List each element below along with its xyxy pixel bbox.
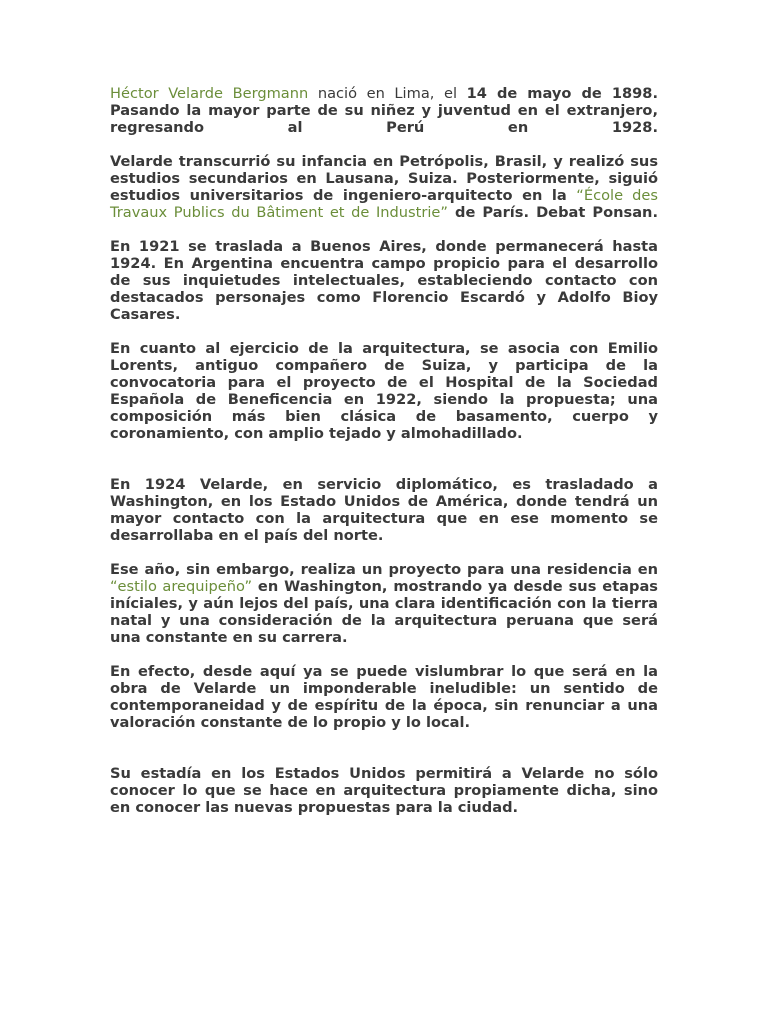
document-body	[110, 85, 658, 816]
school-name-link: “École des Travaux Publics du Bâtiment et de Industrie”	[110, 187, 658, 221]
studies-text-continued: de París. Debat Ponsan.	[447, 204, 658, 221]
residence-text-continued: en Washington, mostrando ya desde sus etapas iníciales, y aún lejos del país, una clara identificación con la tierra natal y una consideración de la arquitectura peruana que será una constante en su carrera.	[110, 578, 658, 646]
paragraph-residence	[110, 561, 658, 646]
paragraph-contemporaneity: En efecto, desde aquí ya se puede vislumbrar lo que será en la obra de Velarde un imponderable ineludible: un sentido de contemporaneidad y de espíritu de la época, sin renunciar a una valoración constante de lo propio y lo local.	[110, 663, 658, 731]
birth-date: 14 de mayo de 1898.	[466, 85, 658, 102]
paragraph-gap	[110, 323, 658, 340]
paragraph-gap	[110, 646, 658, 663]
birth-text-continued: Pasando la mayor parte de su niñez y juventud en el extranjero, regresando al Perú en 1928.	[110, 102, 658, 136]
paragraph-united-states: Su estadía en los Estados Unidos permitirá a Velarde no sólo conocer lo que se hace en arquitectura propiamente dicha, sino en conocer las nuevas propuestas para la ciudad.	[110, 765, 658, 816]
person-name-link: Héctor Velarde Bergmann	[110, 85, 309, 102]
paragraph-studies	[110, 153, 658, 221]
paragraph-washington: En 1924 Velarde, en servicio diplomático, es trasladado a Washington, en los Estado Unidos de América, donde tendrá un mayor contacto con la arquitectura que en ese momento se desarrollaba en el país del norte.	[110, 476, 658, 544]
paragraph-buenos-aires: En 1921 se traslada a Buenos Aires, donde permanecerá hasta 1924. En Argentina encuentra campo propicio para el desarrollo de sus inquietudes intelectuales, estableciendo contacto con destacados personajes como Florencio Escardó y Adolfo Bioy Casares.	[110, 238, 658, 323]
studies-text: Velarde transcurrió su infancia en Petrópolis, Brasil, y realizó sus estudios secundarios en Lausana, Suiza. Posteriormente, siguió estudios universitarios de ingeniero-arquitecto en la	[110, 153, 658, 204]
paragraph-gap	[110, 221, 658, 238]
paragraph-architecture: En cuanto al ejercicio de la arquitectura, se asocia con Emilio Lorents, antiguo compañero de Suiza, y participa de la convocatoria para el proyecto de el Hospital de la Sociedad Española de Beneficencia en 1922, siendo la propuesta; una composición más bien clásica de basamento, cuerpo y coronamiento, con amplio tejado y almohadillado.	[110, 340, 658, 442]
style-name-link: “estilo arequipeño”	[110, 578, 253, 595]
paragraph-gap	[110, 136, 658, 153]
birth-text: nació en Lima, el	[308, 85, 467, 102]
paragraph-gap	[110, 442, 658, 476]
paragraph-birth	[110, 85, 658, 136]
residence-text: Ese año, sin embargo, realiza un proyecto para una residencia en	[110, 561, 658, 578]
paragraph-gap	[110, 731, 658, 765]
paragraph-gap	[110, 544, 658, 561]
